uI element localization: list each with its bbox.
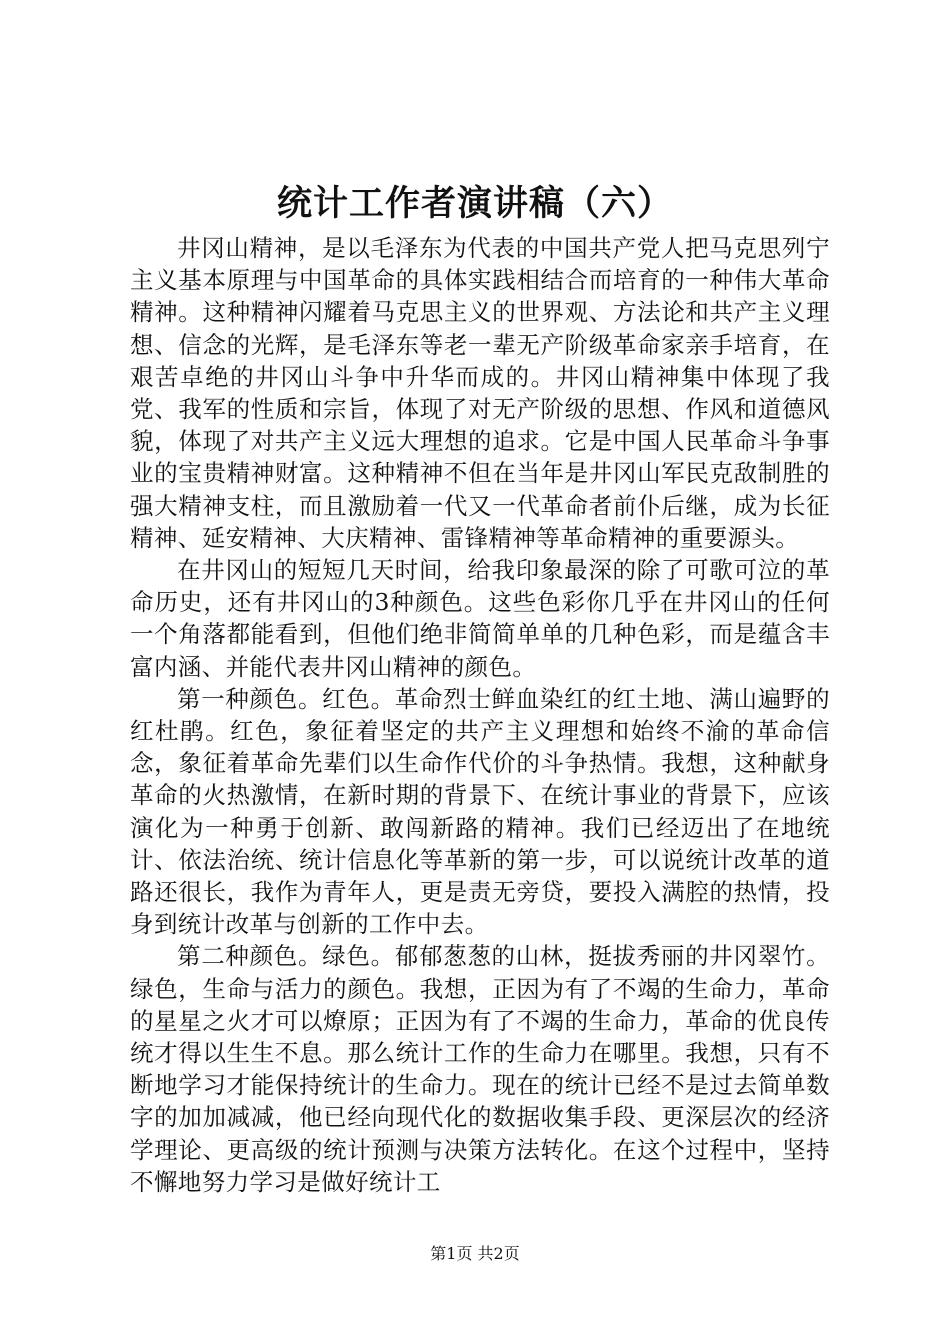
paragraph-jinggangshan-spirit: 井冈山精神，是以毛泽东为代表的中国共产党人把马克思列宁主义基本原理与中国革命的具体实践相结合而培育的一种伟大革命精神。这种精神闪耀着马克思主义的世界观、方法论和共产主义理想、信念的光辉，是毛泽东等老一辈无产阶级革命家亲手培育，在艰苦卓绝的井冈山斗争中升华而成的。井冈山精神集中体现了我党、我军的性质和宗旨，体现了对无产阶级的思想、作风和道德风貌，体现了对共产主义远大理想的追求。它是中国人民革命斗争事业的宝贵精神财富。这种精神不但在当年是井冈山军民克敌制胜的强大精神支柱，而且激励着一代又一代革命者前仆后继，成为长征精神、延安精神、大庆精神、雷锋精神等革命精神的重要源头。 xyxy=(130,234,830,552)
paragraph-three-colors: 在井冈山的短短几天时间，给我印象最深的除了可歌可泣的革命历史，还有井冈山的3种颜色。这些色彩你几乎在井冈山的任何一个角落都能看到，但他们绝非简简单单的几种色彩，而是蕴含丰富内涵、并能代表井冈山精神的颜色。 xyxy=(130,556,830,681)
page-footer: 第1页 共2页 xyxy=(430,1244,520,1263)
document-body xyxy=(130,232,830,1198)
paragraph-red-color: 第一种颜色。红色。革命烈士鲜血染红的红土地、满山遍野的红杜鹃。红色，象征着坚定的共产主义理想和始终不渝的革命信念，象征着革命先辈们以生命作代价的斗争热情。我想，这种献身革命的火热激情，在新时期的背景下、在统计事业的背景下，应该演化为一种勇于创新、敢闯新路的精神。我们已经迈出了在地统计、依法治统、统计信息化等革新的第一步，可以说统计改革的道路还很长，我作为青年人，更是责无旁贷，要投入满腔的热情，投身到统计改革与创新的工作中去。 xyxy=(130,684,830,939)
document-title: 统计工作者演讲稿（六） xyxy=(276,183,673,224)
paragraph-green-color: 第二种颜色。绿色。郁郁葱葱的山林，挺拔秀丽的井冈翠竹。绿色，生命与活力的颜色。我想，正因为有了不竭的生命力，革命的星星之火才可以燎原；正因为有了不竭的生命力，革命的优良传统才得以生生不息。那么统计工作的生命力在哪里。我想，只有不断地学习才能保持统计的生命力。现在的统计已经不是过去简单数字的加加减减，他已经向现代化的数据收集手段、更深层次的经济学理论、更高级的统计预测与决策方法转化。在这个过程中，坚持不懈地努力学习是做好统计工 xyxy=(130,942,830,1196)
